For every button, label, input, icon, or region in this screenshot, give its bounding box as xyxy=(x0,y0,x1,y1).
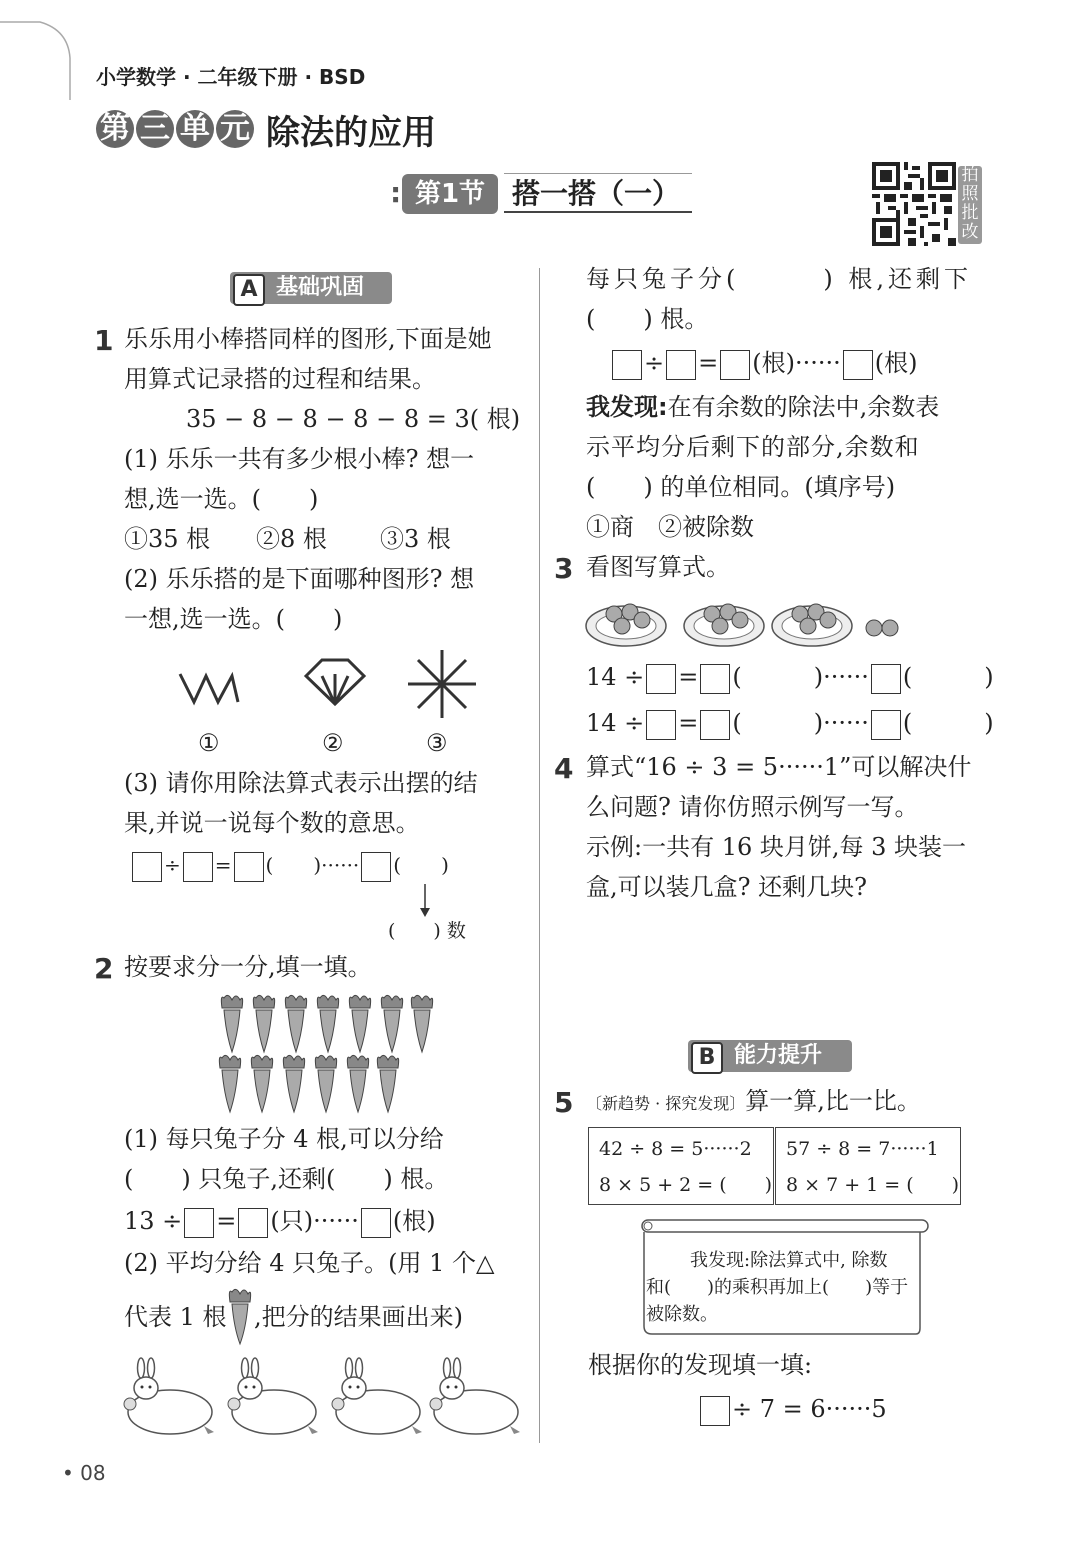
unit-label: (只)······ xyxy=(270,1207,359,1235)
shape-label-3: ③ xyxy=(426,729,448,757)
unit-char: 第 xyxy=(96,110,134,148)
qr-code[interactable] xyxy=(872,162,956,246)
answer-box[interactable] xyxy=(700,1396,730,1426)
unit-badge xyxy=(96,110,256,148)
eq-sign: = xyxy=(216,1207,237,1235)
q1-text-line1: 乐乐用小棒搭同样的图形,下面是她 xyxy=(124,325,492,353)
shape-zigzag xyxy=(176,668,242,708)
q4-example-line1: 示例:一共有 16 块月饼,每 3 块装一 xyxy=(586,833,967,861)
unit-blank[interactable]: ( ) xyxy=(393,853,449,877)
unit-label: (根) xyxy=(392,1207,436,1235)
page-corner-fold xyxy=(0,0,80,100)
series-header: 小学数学 · 二年级下册 · BSD xyxy=(96,65,366,89)
q2-finding-line3: ( ) 的单位相同。(填序号) xyxy=(586,473,896,501)
radish-icon xyxy=(228,1288,252,1346)
q1-part1-line2: 想,选一选。( ) xyxy=(124,485,319,513)
q5-header xyxy=(586,1086,921,1119)
q2-finding-line2: 示平均分后剩下的部分,余数和 xyxy=(586,433,920,461)
answer-box[interactable] xyxy=(700,664,730,694)
section-underline xyxy=(504,211,692,213)
q1-option-2[interactable]: ②8 根 xyxy=(256,525,327,553)
fill-eq: ÷ 7 = 6······5 xyxy=(732,1395,887,1423)
q1-formula: 35 − 8 − 8 − 8 − 8 = 3( 根) xyxy=(186,405,521,433)
q4-line1: 算式“16 ÷ 3 = 5······1”可以解决什 xyxy=(586,753,972,781)
column-divider xyxy=(539,268,540,1443)
div-sign: ÷ xyxy=(164,853,181,877)
answer-box[interactable] xyxy=(871,664,901,694)
eq-sign: = xyxy=(678,663,699,691)
q1-part3-line1: (3) 请你用除法算式表示出摆的结 xyxy=(124,769,478,797)
section-deco: : xyxy=(390,176,402,209)
apple-plates-illustration xyxy=(584,592,914,648)
page-number: • 08 xyxy=(62,1461,106,1485)
q5-table-cell-2 xyxy=(775,1127,961,1205)
q2-part2-line1: (2) 平均分给 4 只兔子。(用 1 个△ xyxy=(124,1249,495,1277)
q1-part2-line1: (2) 乐乐搭的是下面哪种图形? 想 xyxy=(124,565,475,593)
q1-option-1[interactable]: ①35 根 xyxy=(124,525,211,553)
q5-cell-check[interactable]: 8 × 7 + 1 = ( ) xyxy=(786,1174,960,1196)
eq-sign: = xyxy=(214,853,232,877)
unit-label: (根)······ xyxy=(752,349,841,377)
q1-text-line2: 用算式记录搭的过程和结果。 xyxy=(124,365,436,393)
qr-label xyxy=(958,166,982,244)
q2-finding-options[interactable]: ①商 ②被除数 xyxy=(586,513,754,541)
unit-char: 元 xyxy=(216,110,254,148)
answer-box[interactable] xyxy=(720,350,750,380)
finding-text: 在有余数的除法中,余数表 xyxy=(667,393,940,421)
q5-tag: 〔新趋势 · 探究发现〕 xyxy=(586,1094,746,1113)
part-a-letter: A xyxy=(233,274,265,306)
radish-illustration xyxy=(210,990,440,1114)
q2-part1-line1: (1) 每只兔子分 4 根,可以分给 xyxy=(124,1125,444,1153)
unit-blank[interactable]: ( )······ xyxy=(732,663,869,691)
q3-equation-2 xyxy=(586,708,994,740)
question-number: 4 xyxy=(554,752,574,785)
answer-box[interactable] xyxy=(234,852,264,882)
answer-box[interactable] xyxy=(666,350,696,380)
part-a-title: 基础巩固 xyxy=(276,275,365,300)
unit-blank[interactable]: ( )······ xyxy=(732,709,869,737)
eq-sign: = xyxy=(678,709,699,737)
scroll-line2[interactable]: 和( )的乘积再加上( )等于 xyxy=(646,1277,909,1298)
rabbits-illustration[interactable] xyxy=(120,1356,530,1442)
answer-box[interactable] xyxy=(646,710,676,740)
answer-box[interactable] xyxy=(183,852,213,882)
q1-part2-line2: 一想,选一选。( ) xyxy=(124,605,343,633)
eq-start: 14 ÷ xyxy=(586,709,645,737)
answer-box[interactable] xyxy=(646,664,676,694)
q1-arrow-label[interactable]: ( ) 数 xyxy=(388,920,466,942)
q1-part1-line1: (1) 乐乐一共有多少根小棒? 想一 xyxy=(124,445,475,473)
scroll-line1: 我发现:除法算式中, 除数 xyxy=(690,1250,888,1271)
scroll-line3: 被除数。 xyxy=(646,1304,718,1325)
shape-star xyxy=(404,646,480,722)
unit-char: 三 xyxy=(136,110,174,148)
unit-blank[interactable]: ( ) xyxy=(902,709,994,737)
shape-label-1: ① xyxy=(198,729,220,757)
qr-label-char: 改 xyxy=(961,222,979,242)
unit-label: (根) xyxy=(874,349,918,377)
part-b-letter: B xyxy=(691,1042,723,1074)
section-badge: 第1节 xyxy=(402,174,498,214)
qr-label-char: 照 xyxy=(961,184,979,204)
q5-intro: 算一算,比一比。 xyxy=(745,1087,921,1115)
finding-label: 我发现: xyxy=(586,393,668,421)
q3-intro: 看图写算式。 xyxy=(586,553,730,581)
answer-box[interactable] xyxy=(612,350,642,380)
q2-equation2 xyxy=(610,348,917,380)
question-number: 1 xyxy=(94,324,114,357)
q1-division-equation xyxy=(130,850,449,882)
q2-equation xyxy=(124,1206,436,1238)
answer-box[interactable] xyxy=(132,852,162,882)
part-b-title: 能力提升 xyxy=(734,1043,823,1068)
question-number: 5 xyxy=(554,1086,574,1119)
q1-option-3[interactable]: ③3 根 xyxy=(380,525,451,553)
q2-part2-line2a: 代表 1 根 xyxy=(124,1303,227,1331)
q2-part2-line2b: ,把分的结果画出来) xyxy=(254,1303,463,1331)
q3-equation-1 xyxy=(586,662,994,694)
unit-blank[interactable]: ( )······ xyxy=(265,853,360,877)
eq-start: 14 ÷ xyxy=(586,663,645,691)
q2-cont-line2: ( ) 根。 xyxy=(586,305,709,333)
eq-start: 13 ÷ xyxy=(124,1207,183,1235)
q5-fill-intro: 根据你的发现填一填: xyxy=(588,1351,813,1379)
q5-table-cell-1 xyxy=(588,1127,774,1205)
question-number: 3 xyxy=(554,552,574,585)
qr-label-char: 拍 xyxy=(961,165,979,185)
answer-box[interactable] xyxy=(361,852,391,882)
question-number: 2 xyxy=(94,952,114,985)
answer-box[interactable] xyxy=(700,710,730,740)
q4-line2: 么问题? 请你仿照示例写一写。 xyxy=(586,793,919,821)
answer-box[interactable] xyxy=(843,350,873,380)
eq-sign: = xyxy=(698,349,719,377)
section-overline xyxy=(504,173,692,174)
unit-char: 单 xyxy=(176,110,214,148)
answer-box[interactable] xyxy=(238,1208,268,1238)
down-arrow-icon xyxy=(418,884,432,918)
unit-title: 除法的应用 xyxy=(266,113,436,153)
qr-label-char: 批 xyxy=(961,203,979,223)
q5-cell-equation: 57 ÷ 8 = 7······1 xyxy=(786,1138,939,1160)
answer-box[interactable] xyxy=(361,1208,391,1238)
q1-part3-line2: 果,并说一说每个数的意思。 xyxy=(124,809,420,837)
q5-fill-equation xyxy=(698,1394,887,1426)
q4-answer-area[interactable] xyxy=(586,912,976,1022)
shape-label-2: ② xyxy=(322,729,344,757)
answer-box[interactable] xyxy=(871,710,901,740)
q4-example-line2: 盒,可以装几盒? 还剩几块? xyxy=(586,873,867,901)
q5-cell-check[interactable]: 8 × 5 + 2 = ( ) xyxy=(599,1174,773,1196)
q2-cont-line1: 每只兔子分( ) 根,还剩下 xyxy=(586,265,972,293)
shape-fan xyxy=(300,654,370,710)
q5-cell-equation: 42 ÷ 8 = 5······2 xyxy=(599,1138,752,1160)
answer-box[interactable] xyxy=(184,1208,214,1238)
q2-part1-line2: ( ) 只兔子,还剩( ) 根。 xyxy=(124,1165,449,1193)
q2-finding xyxy=(586,392,939,422)
unit-blank[interactable]: ( ) xyxy=(902,663,994,691)
q2-intro: 按要求分一分,填一填。 xyxy=(124,953,372,981)
div-sign: ÷ xyxy=(644,349,665,377)
section-title: 搭一搭（一） xyxy=(512,177,681,210)
